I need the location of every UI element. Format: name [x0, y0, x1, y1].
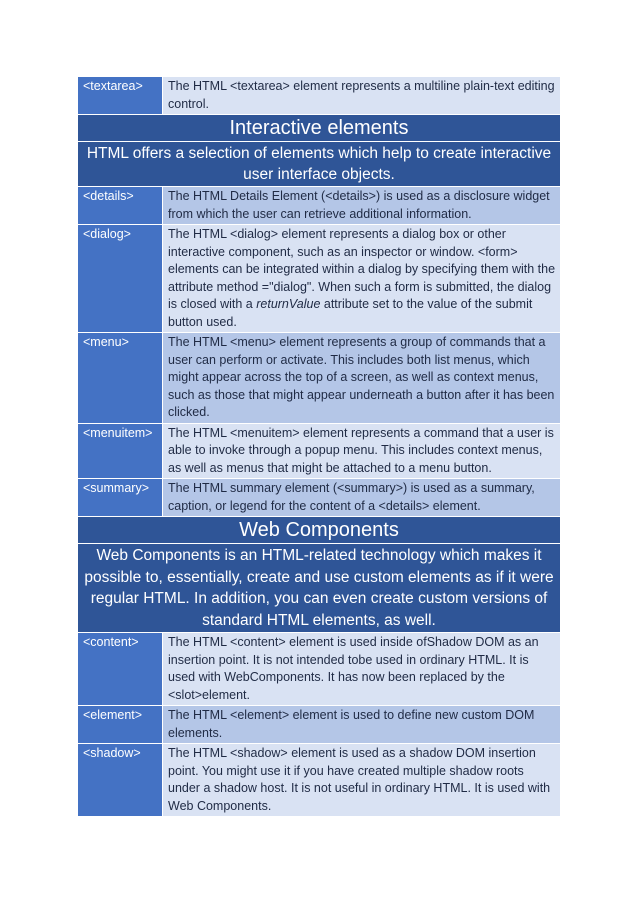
table-row-content: [78, 633, 560, 706]
table-row-textarea: [78, 77, 560, 115]
table-row-details: [78, 187, 560, 225]
table-row-shadow: [78, 744, 560, 817]
element-description: The HTML <content> element is used inside ofShadow DOM as an insertion point. It is not intended tobe used in ordinary HTML. It is used with WebComponents. It has now been replaced by the <slot>element.: [163, 633, 560, 705]
element-tag: <menu>: [78, 333, 163, 423]
section-intro-web-components: Web Components is an HTML-related technology which makes it possible to, essentially, create and use custom elements as if it were regular HTML. In addition, you can even create custom versions of standard HTML elements, as well.: [78, 544, 560, 633]
description-italic-term: returnValue: [256, 297, 321, 311]
element-description: The HTML <menu> element represents a group of commands that a user can perform or activate. This includes both list menus, which might appear across the top of a screen, as well as context menus, such as those that might appear underneath a button after it has been clicked.: [163, 333, 560, 423]
element-tag: <content>: [78, 633, 163, 705]
element-tag: <menuitem>: [78, 424, 163, 479]
element-description: The HTML <menuitem> element represents a command that a user is able to invoke through a popup menu. This includes context menus, as well as menus that might be attached to a menu button.: [163, 424, 560, 479]
element-tag: <summary>: [78, 479, 163, 516]
element-tag: <element>: [78, 706, 163, 743]
element-tag: <shadow>: [78, 744, 163, 816]
element-description: The HTML <element> element is used to define new custom DOM elements.: [163, 706, 560, 743]
element-tag: <dialog>: [78, 225, 163, 332]
element-description: [163, 225, 560, 332]
table-row-element: [78, 706, 560, 744]
reference-table: [78, 77, 560, 817]
element-description: The HTML <textarea> element represents a multiline plain-text editing control.: [163, 77, 560, 114]
element-tag: <textarea>: [78, 77, 163, 114]
element-description: The HTML summary element (<summary>) is used as a summary, caption, or legend for the content of a <details> element.: [163, 479, 560, 516]
section-heading-web-components: Web Components: [78, 517, 560, 544]
description-text: The HTML <dialog> element represents a dialog box or other interactive component, such as an inspector or window. <form> elements can be integrated within a dialog by specifying them with the attribute method ="dialog". When such a form is submitted, the dialog is closed with a: [168, 227, 556, 311]
section-heading-interactive: Interactive elements: [78, 115, 560, 142]
description-text: attribute set to the value of the submit button used.: [168, 297, 533, 329]
table-row-summary: [78, 479, 560, 517]
table-row-dialog: [78, 225, 560, 333]
table-row-menuitem: [78, 424, 560, 480]
element-description: The HTML <shadow> element is used as a shadow DOM insertion point. You might use it if you have created multiple shadow roots under a shadow host. It is not useful in ordinary HTML. It is used with Web Components.: [163, 744, 560, 816]
section-intro-interactive: HTML offers a selection of elements which help to create interactive user interface objects.: [78, 142, 560, 187]
element-tag: <details>: [78, 187, 163, 224]
table-row-menu: [78, 333, 560, 424]
element-description: The HTML Details Element (<details>) is used as a disclosure widget from which the user can retrieve additional information.: [163, 187, 560, 224]
